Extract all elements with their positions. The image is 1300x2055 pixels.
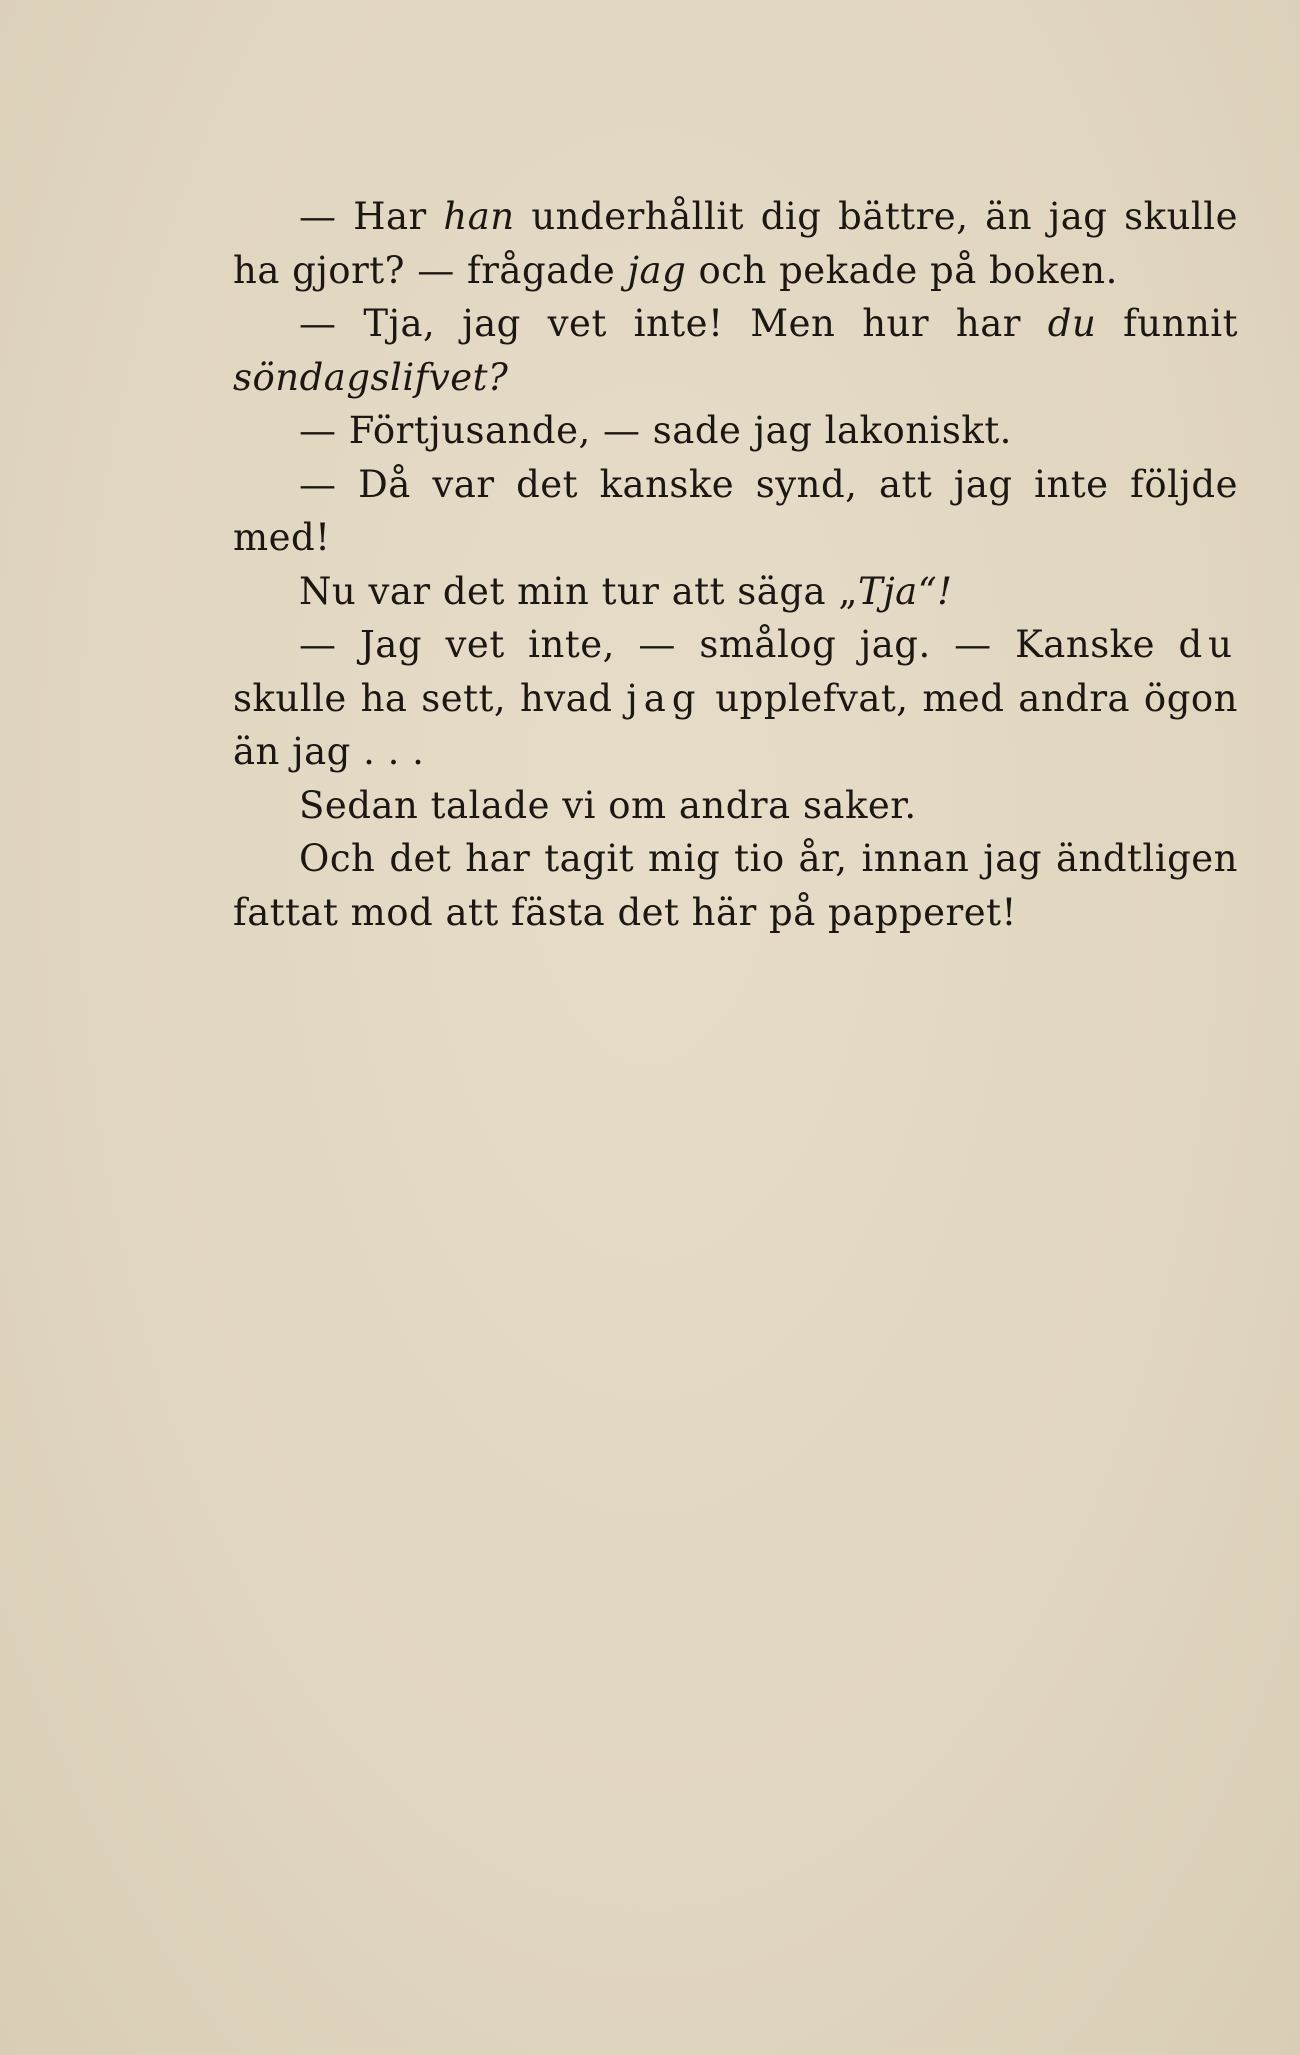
paragraph-6 (233, 618, 1238, 779)
text-segment: underhållit dig bättre, än jag skulle ha gjort? — frågade (233, 195, 1238, 292)
paragraph-3 (233, 404, 1238, 458)
text-segment: — Förtjusande, — sade jag lakoniskt. (299, 409, 1012, 452)
italic-segment: “! (917, 569, 953, 613)
italic-segment: söndagslifvet? (233, 355, 509, 399)
text-segment: Och det har tagit mig tio år, innan jag ändtligen fattat mod att fästa det här på papperet! (233, 837, 1238, 934)
text-segment: funnit (1096, 302, 1238, 345)
text-segment: — Jag vet inte, — smålog jag. — Kanske (299, 623, 1179, 666)
spaced-segment: du (1178, 623, 1238, 666)
text-segment: skulle ha sett, hvad (233, 676, 627, 720)
paragraph-2 (233, 297, 1238, 404)
text-segment: upplefvat, med andra ögon än jag . . . (233, 676, 1238, 773)
paragraph-7 (233, 779, 1238, 833)
italic-segment: Tja (858, 569, 918, 613)
text-segment: och pekade på boken. (686, 248, 1118, 292)
spaced-segment: jag (626, 676, 702, 720)
text-segment: — Tja, jag vet inte! Men hur har (299, 302, 1048, 345)
italic-segment: jag (627, 248, 687, 292)
text-segment: — Har (299, 195, 444, 238)
italic-segment: du (1047, 302, 1097, 345)
text-segment: Sedan talade vi om andra saker. (299, 783, 917, 827)
italic-segment: han (443, 195, 515, 238)
text-segment: — Då var det kanske synd, att jag inte följde med! (233, 462, 1238, 559)
paragraph-1 (233, 190, 1238, 297)
paragraph-5 (233, 565, 1238, 619)
paragraph-4 (233, 458, 1238, 565)
text-segment: Nu var det min tur att säga „ (299, 569, 859, 613)
paragraph-8 (233, 832, 1238, 939)
body-text (233, 190, 1238, 939)
